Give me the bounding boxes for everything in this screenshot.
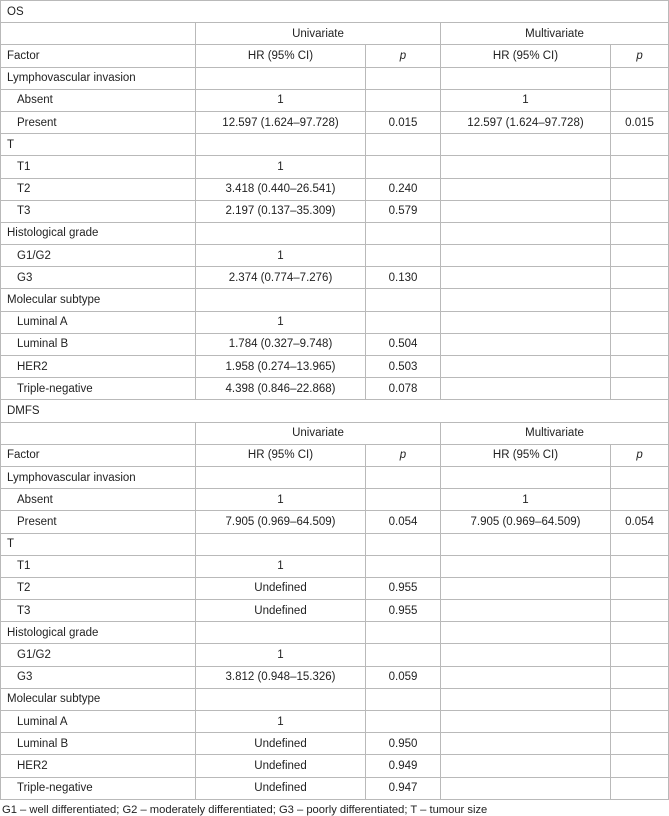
multivariate-p: [611, 600, 669, 622]
row-label: T2: [1, 178, 196, 200]
header-columns-row: [1, 45, 669, 67]
empty-cell: [196, 533, 366, 555]
table-footnote: G1 – well differentiated; G2 – moderately differentiated; G3 – poorly differentiated; T – tumour size: [2, 803, 488, 816]
header-factor: Factor: [1, 45, 196, 67]
univariate-p: 0.078: [366, 378, 441, 400]
row-label: G3: [1, 267, 196, 289]
empty-cell: [366, 533, 441, 555]
univariate-p: 0.955: [366, 577, 441, 599]
univariate-p: 0.240: [366, 178, 441, 200]
multivariate-hr: 7.905 (0.969–64.509): [441, 511, 611, 533]
univariate-hr: 1.784 (0.327–9.748): [196, 333, 366, 355]
empty-cell: [196, 222, 366, 244]
empty-cell: [366, 134, 441, 156]
row-label: Luminal B: [1, 333, 196, 355]
univariate-hr: 4.398 (0.846–22.868): [196, 378, 366, 400]
univariate-hr: 1: [196, 156, 366, 178]
empty-cell: [441, 533, 611, 555]
table-row: [1, 711, 669, 733]
table-row: [1, 311, 669, 333]
univariate-p: 0.054: [366, 511, 441, 533]
univariate-p: 0.947: [366, 777, 441, 799]
univariate-p: [366, 245, 441, 267]
univariate-hr: 1: [196, 644, 366, 666]
univariate-p: 0.949: [366, 755, 441, 777]
row-label: HER2: [1, 755, 196, 777]
multivariate-p: [611, 555, 669, 577]
table-row: [1, 489, 669, 511]
univariate-hr: 1: [196, 245, 366, 267]
row-label: T2: [1, 577, 196, 599]
empty-cell: [196, 688, 366, 710]
univariate-p: 0.015: [366, 111, 441, 133]
empty-cell: [611, 67, 669, 89]
header-blank: [1, 422, 196, 444]
univariate-hr: 1: [196, 311, 366, 333]
table-row: [1, 644, 669, 666]
multivariate-hr: [441, 245, 611, 267]
multivariate-hr: [441, 777, 611, 799]
row-label: Absent: [1, 89, 196, 111]
univariate-hr: 2.197 (0.137–35.309): [196, 200, 366, 222]
header-univariate: Univariate: [196, 422, 441, 444]
multivariate-p: [611, 178, 669, 200]
empty-cell: [611, 134, 669, 156]
section-title: DMFS: [1, 400, 669, 422]
univariate-hr: 1.958 (0.274–13.965): [196, 356, 366, 378]
factor-group-name: Lymphovascular invasion: [1, 67, 196, 89]
empty-cell: [441, 688, 611, 710]
multivariate-p: [611, 755, 669, 777]
empty-cell: [441, 289, 611, 311]
empty-cell: [611, 222, 669, 244]
univariate-p: 0.955: [366, 600, 441, 622]
factor-group-row: [1, 622, 669, 644]
multivariate-p: [611, 333, 669, 355]
header-uni-hr: HR (95% CI): [196, 45, 366, 67]
multivariate-p: [611, 777, 669, 799]
empty-cell: [366, 67, 441, 89]
multivariate-p: [611, 156, 669, 178]
univariate-p: 0.579: [366, 200, 441, 222]
univariate-hr: Undefined: [196, 755, 366, 777]
empty-cell: [196, 289, 366, 311]
table-row: [1, 755, 669, 777]
row-label: Luminal A: [1, 311, 196, 333]
row-label: Triple-negative: [1, 777, 196, 799]
univariate-hr: 1: [196, 711, 366, 733]
multivariate-p: 0.054: [611, 511, 669, 533]
section-title-row: [1, 1, 669, 23]
empty-cell: [441, 466, 611, 488]
row-label: Luminal A: [1, 711, 196, 733]
univariate-p: 0.504: [366, 333, 441, 355]
univariate-p: [366, 644, 441, 666]
univariate-p: [366, 156, 441, 178]
factor-group-name: Lymphovascular invasion: [1, 466, 196, 488]
empty-cell: [441, 622, 611, 644]
row-label: T3: [1, 600, 196, 622]
multivariate-p: [611, 489, 669, 511]
univariate-p: [366, 311, 441, 333]
header-multi-p: p: [611, 45, 669, 67]
univariate-hr: 2.374 (0.774–7.276): [196, 267, 366, 289]
empty-cell: [441, 134, 611, 156]
header-uni-hr: HR (95% CI): [196, 444, 366, 466]
univariate-p: 0.059: [366, 666, 441, 688]
empty-cell: [611, 466, 669, 488]
multivariate-hr: [441, 644, 611, 666]
multivariate-p: [611, 245, 669, 267]
multivariate-hr: [441, 555, 611, 577]
empty-cell: [196, 134, 366, 156]
header-multivariate: Multivariate: [441, 422, 669, 444]
multivariate-p: [611, 267, 669, 289]
univariate-hr: Undefined: [196, 733, 366, 755]
row-label: Present: [1, 511, 196, 533]
empty-cell: [196, 466, 366, 488]
table-row: [1, 333, 669, 355]
multivariate-hr: [441, 178, 611, 200]
table-row: [1, 666, 669, 688]
factor-group-name: Histological grade: [1, 622, 196, 644]
multivariate-p: [611, 644, 669, 666]
univariate-p: 0.503: [366, 356, 441, 378]
table-row: [1, 378, 669, 400]
row-label: T1: [1, 156, 196, 178]
univariate-p: [366, 555, 441, 577]
header-uni-p: p: [366, 444, 441, 466]
multivariate-hr: [441, 311, 611, 333]
header-uni-p: p: [366, 45, 441, 67]
header-multi-hr: HR (95% CI): [441, 45, 611, 67]
empty-cell: [611, 622, 669, 644]
univariate-hr: Undefined: [196, 600, 366, 622]
row-label: Luminal B: [1, 733, 196, 755]
univariate-p: [366, 89, 441, 111]
empty-cell: [366, 289, 441, 311]
multivariate-hr: 1: [441, 489, 611, 511]
univariate-hr: 7.905 (0.969–64.509): [196, 511, 366, 533]
header-multivariate: Multivariate: [441, 23, 669, 45]
empty-cell: [611, 289, 669, 311]
table-row: [1, 178, 669, 200]
header-blank: [1, 23, 196, 45]
table-row: [1, 267, 669, 289]
empty-cell: [366, 222, 441, 244]
header-columns-row: [1, 444, 669, 466]
empty-cell: [196, 622, 366, 644]
multivariate-hr: [441, 333, 611, 355]
univariate-hr: Undefined: [196, 777, 366, 799]
multivariate-hr: 12.597 (1.624–97.728): [441, 111, 611, 133]
row-label: T3: [1, 200, 196, 222]
multivariate-hr: [441, 755, 611, 777]
univariate-p: 0.130: [366, 267, 441, 289]
multivariate-hr: [441, 356, 611, 378]
empty-cell: [441, 222, 611, 244]
factor-group-row: [1, 688, 669, 710]
factor-group-row: [1, 222, 669, 244]
empty-cell: [366, 466, 441, 488]
table-row: [1, 577, 669, 599]
factor-group-row: [1, 134, 669, 156]
table-row: [1, 511, 669, 533]
multivariate-hr: [441, 711, 611, 733]
table-row: [1, 111, 669, 133]
empty-cell: [196, 67, 366, 89]
univariate-hr: 1: [196, 489, 366, 511]
multivariate-hr: [441, 577, 611, 599]
factor-group-name: T: [1, 134, 196, 156]
multivariate-p: [611, 711, 669, 733]
factor-group-name: Molecular subtype: [1, 289, 196, 311]
univariate-hr: 1: [196, 89, 366, 111]
empty-cell: [611, 688, 669, 710]
table-row: [1, 555, 669, 577]
factor-group-name: Molecular subtype: [1, 688, 196, 710]
univariate-hr: 12.597 (1.624–97.728): [196, 111, 366, 133]
row-label: HER2: [1, 356, 196, 378]
multivariate-p: [611, 200, 669, 222]
row-label: Present: [1, 111, 196, 133]
multivariate-p: [611, 666, 669, 688]
multivariate-p: [611, 311, 669, 333]
multivariate-p: [611, 356, 669, 378]
multivariate-hr: [441, 600, 611, 622]
header-multi-hr: HR (95% CI): [441, 444, 611, 466]
multivariate-p: [611, 733, 669, 755]
row-label: T1: [1, 555, 196, 577]
univariate-hr: Undefined: [196, 577, 366, 599]
table-row: [1, 200, 669, 222]
row-label: Absent: [1, 489, 196, 511]
section-title: OS: [1, 1, 669, 23]
header-factor: Factor: [1, 444, 196, 466]
multivariate-hr: 1: [441, 89, 611, 111]
table-row: [1, 245, 669, 267]
multivariate-p: [611, 577, 669, 599]
empty-cell: [441, 67, 611, 89]
header-univariate: Univariate: [196, 23, 441, 45]
factor-group-row: [1, 466, 669, 488]
multivariate-hr: [441, 267, 611, 289]
univariate-hr: 3.812 (0.948–15.326): [196, 666, 366, 688]
univariate-hr: 3.418 (0.440–26.541): [196, 178, 366, 200]
row-label: G3: [1, 666, 196, 688]
empty-cell: [366, 622, 441, 644]
factor-group-row: [1, 289, 669, 311]
table-row: [1, 156, 669, 178]
multivariate-p: 0.015: [611, 111, 669, 133]
multivariate-hr: [441, 200, 611, 222]
table-row: [1, 600, 669, 622]
empty-cell: [611, 533, 669, 555]
header-group-row: [1, 23, 669, 45]
table-row: [1, 777, 669, 799]
multivariate-hr: [441, 378, 611, 400]
header-multi-p: p: [611, 444, 669, 466]
section-title-row: [1, 400, 669, 422]
multivariate-p: [611, 89, 669, 111]
row-label: Triple-negative: [1, 378, 196, 400]
table-row: [1, 733, 669, 755]
factor-group-row: [1, 533, 669, 555]
factor-group-name: Histological grade: [1, 222, 196, 244]
table-row: [1, 356, 669, 378]
multivariate-hr: [441, 666, 611, 688]
empty-cell: [366, 688, 441, 710]
row-label: G1/G2: [1, 245, 196, 267]
univariate-p: 0.950: [366, 733, 441, 755]
table-row: [1, 89, 669, 111]
row-label: G1/G2: [1, 644, 196, 666]
header-group-row: [1, 422, 669, 444]
univariate-hr: 1: [196, 555, 366, 577]
univariate-p: [366, 711, 441, 733]
multivariate-p: [611, 378, 669, 400]
univariate-p: [366, 489, 441, 511]
multivariate-hr: [441, 156, 611, 178]
factor-group-name: T: [1, 533, 196, 555]
multivariate-hr: [441, 733, 611, 755]
factor-group-row: [1, 67, 669, 89]
